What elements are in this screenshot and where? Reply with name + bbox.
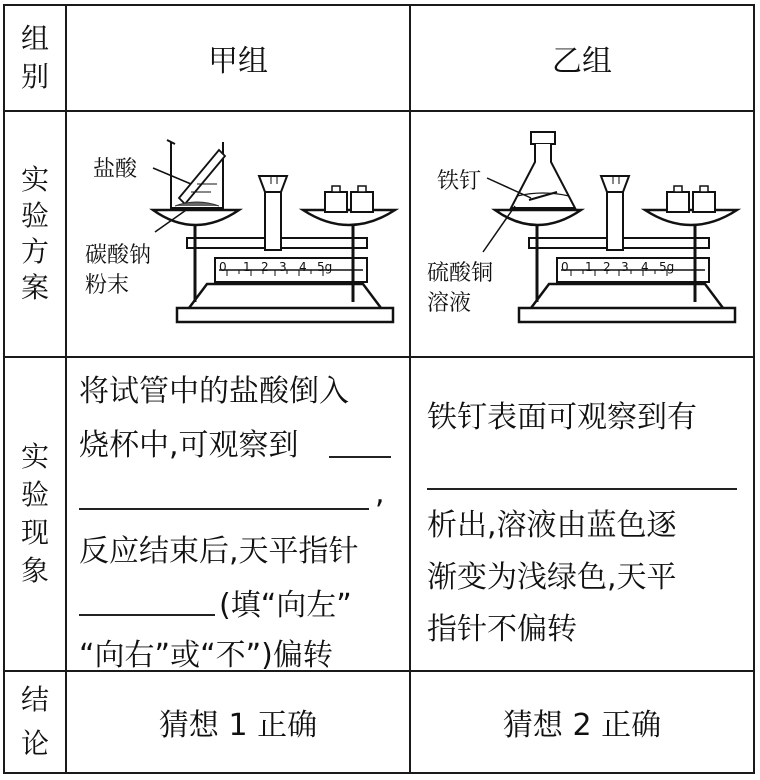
phenomenon-a-line3: , (375, 476, 385, 511)
scale-tick-0: 0 (561, 260, 569, 274)
answer-blank-3 (427, 488, 737, 490)
answer-blank-1a (329, 456, 391, 458)
label-char: 验 (20, 478, 49, 511)
header-group-a: 甲组 (208, 44, 268, 79)
balance-with-beaker-diagram (67, 112, 409, 356)
phenomenon-b-line1: 铁钉表面可观察到有 (427, 400, 697, 435)
scale-tick-2: 2 (603, 260, 611, 274)
scale-tick-4: 4 (641, 260, 649, 274)
experiment-table (3, 4, 755, 774)
label-char: 实 (20, 440, 49, 473)
scale-tick-1: 1 (243, 260, 251, 274)
label-char: 实 (20, 163, 49, 196)
phenomenon-a-line6: “向右”或“不”)偏转 (79, 638, 333, 673)
scale-tick-1: 1 (585, 260, 593, 274)
header-group-label (5, 6, 65, 110)
header-group-b: 乙组 (552, 44, 612, 79)
scale-tick-2: 2 (261, 260, 269, 274)
row-label-phenomenon (5, 358, 65, 670)
scale-tick-3: 3 (279, 260, 287, 274)
label-sodium-carbonate-1: 碳酸钠 (85, 243, 152, 268)
label-hydrochloric-acid: 盐酸 (93, 157, 138, 182)
label-copper-sulfate-2: 溶液 (427, 291, 472, 316)
row-label-plan (5, 112, 65, 356)
balance-with-flask-diagram (411, 112, 753, 356)
label-char: 方 (20, 235, 49, 268)
label-char: 象 (20, 554, 49, 587)
plan-cell-group-b (411, 112, 753, 356)
label-copper-sulfate-1: 硫酸铜 (427, 261, 494, 286)
label-char: 验 (20, 199, 49, 232)
conclusion-group-a: 猜想 1 正确 (158, 708, 318, 743)
scale-tick-5g: 5g (659, 260, 675, 274)
label-char: 结 (20, 683, 49, 716)
answer-blank-2 (79, 614, 215, 616)
phenomenon-b-line3: 渐变为浅绿色,天平 (427, 560, 677, 595)
label-char: 论 (20, 727, 49, 760)
phenomenon-cell-group-a (67, 358, 409, 673)
header-char: 组 (20, 22, 49, 55)
scale-tick-0: 0 (219, 260, 227, 274)
row-label-conclusion (5, 672, 65, 772)
plan-cell-group-a (67, 112, 409, 356)
label-sodium-carbonate-2: 粉末 (85, 273, 130, 298)
phenomenon-a-line1: 将试管中的盐酸倒入 (79, 374, 349, 409)
scale-tick-5g: 5g (317, 260, 333, 274)
phenomenon-a-line4: 反应结束后,天平指针 (79, 534, 359, 569)
scale-tick-3: 3 (621, 260, 629, 274)
phenomenon-b-line4: 指针不偏转 (427, 612, 577, 647)
phenomenon-a-line5: (填“向左” (219, 588, 352, 623)
conclusion-group-b: 猜想 2 正确 (502, 708, 662, 743)
label-char: 现 (20, 516, 49, 549)
header-char: 别 (20, 60, 49, 93)
phenomenon-a-line2: 烧杯中,可观察到 (79, 428, 299, 463)
phenomenon-b-line2: 析出,溶液由蓝色逐 (427, 508, 677, 543)
phenomenon-cell-group-b (411, 358, 753, 670)
label-char: 案 (20, 271, 49, 304)
scale-tick-4: 4 (299, 260, 307, 274)
answer-blank-1b (79, 508, 369, 510)
label-iron-nail: 铁钉 (437, 169, 482, 194)
